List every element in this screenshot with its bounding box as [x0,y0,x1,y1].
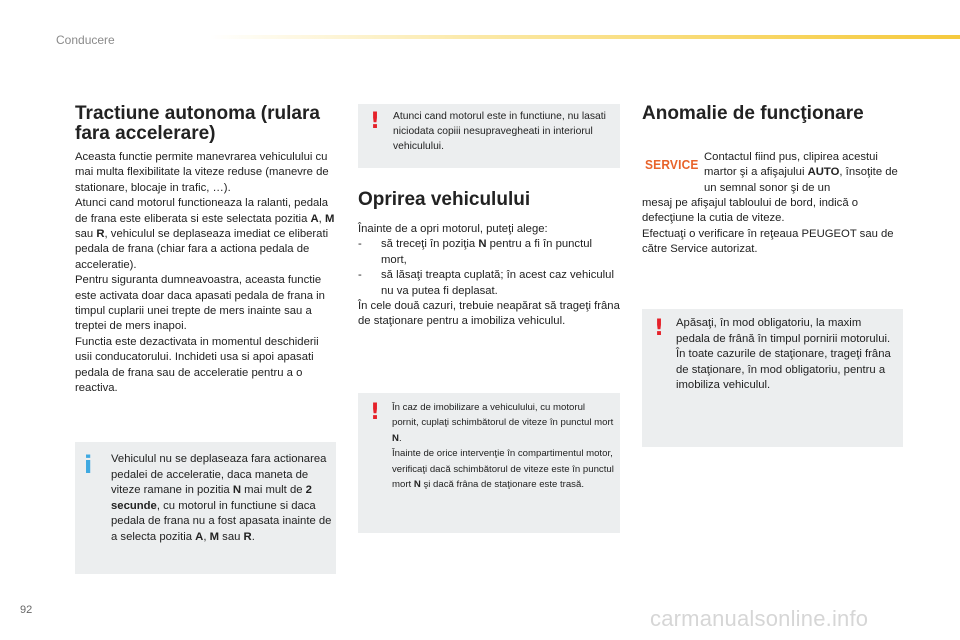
header-accent-bar [210,35,960,39]
list-item: - să lăsaţi treapta cuplată; în acest caz vehiculul nu va putea fi deplasat. [358,269,614,297]
warning-box-brake [642,309,903,447]
list-item: - să treceţi în poziţia N pentru a fi în punctul mort, [358,238,593,266]
info-icon: i [84,451,93,479]
warning-box-immobilize [358,393,620,533]
info-box-text: Vehiculul nu se deplaseaza fara actionarea pedalei de acceleratie, daca maneta de viteze ramane in pozitia N mai mult de 2 secunde, cu motorul in functiune si daca pedala de frana nu a fost apasata inainte de a selecta pozitia A, M sau R. [111,453,332,543]
section-title: Conducere [56,33,115,47]
left-body [75,150,338,397]
middle-body [358,222,620,330]
warning-children-text: Atunci cand motorul este in functiune, nu lasati niciodata copiii nesupravegheati in interiorul vehiculului. [393,111,606,152]
heading-anomalie: Anomalie de funcţionare [642,103,864,124]
left-body-para-3: Pentru siguranta dumneavoastra, aceasta functie este activata doar daca apasati pedala de frana in timpul cuplarii unei trepte de mers inainte sau a treptei de mers inapoi. [75,274,325,333]
middle-intro: Înainte de a opri motorul, puteţi alege: [358,223,548,235]
middle-options-list [358,237,620,299]
left-body-para-2: Atunci cand motorul functioneaza la ralanti, pedala de frana este eliberata si este selectata pozitia A, M sau R, vehiculul se deplaseaza imediat ce eliberati pedala de frana (chiar fara a actiona pedala de acceleratie). [75,197,335,271]
info-box-left [75,442,336,574]
warning-icon: ! [370,109,381,134]
right-body-bottom: mesaj pe afişajul tabloului de bord, indică o defecţiune la cutia de viteze. Efectuaţi o verificare în reţeaua PEUGEOT sau de către Service autorizat. [642,197,894,256]
heading-tractiune-autonoma: Tractiune autonoma (rulara fara accelerare) [75,103,320,144]
right-body-top: Contactul fiind pus, clipirea acestui martor şi a afişajului AUTO, însoţite de un semnal sonor şi de un [704,151,898,194]
warning-icon: ! [370,400,381,425]
service-warning-icon: SERVICE [645,157,699,172]
warning-immobilize-text: În caz de imobilizare a vehiculului, cu motorul pornit, cuplaţi schimbătorul de viteze în punctul mort N. Înainte de orice intervenţie în compartimentul motor, verificaţi dacă schimbătorul de viteze este în punctul mort N şi dacă frâna de staţionare este trasă. [392,402,614,491]
page-number: 92 [20,604,33,616]
left-body-para-1: Aceasta functie permite manevrarea vehiculului cu mai multa flexibilitate la viteze reduse (manevre de stationare, blocaje in trafic, …). [75,151,329,194]
middle-outro: În cele două cazuri, trebuie neapărat să trageţi frâna de staţionare pentru a imobiliza vehiculul. [358,300,620,328]
warning-brake-text: Apăsaţi, în mod obligatoriu, la maxim pedala de frână în timpul pornirii motorului. În toate cazurile de staţionare, trageţi frâna de staţionare, în mod obligatoriu, pentru a imobiliza vehiculul. [676,317,891,392]
warning-icon: ! [654,316,665,341]
watermark: carmanualsonline.info [650,606,869,631]
left-body-para-4: Functia este dezactivata in momentul deschiderii usii conducatorului. Inchideti usa si apoi apasati pedala de frana sau de acceleratie pentru a o reactiva. [75,335,319,395]
warning-box-children [358,104,620,168]
heading-oprirea-vehiculului: Oprirea vehiculului [358,189,531,210]
